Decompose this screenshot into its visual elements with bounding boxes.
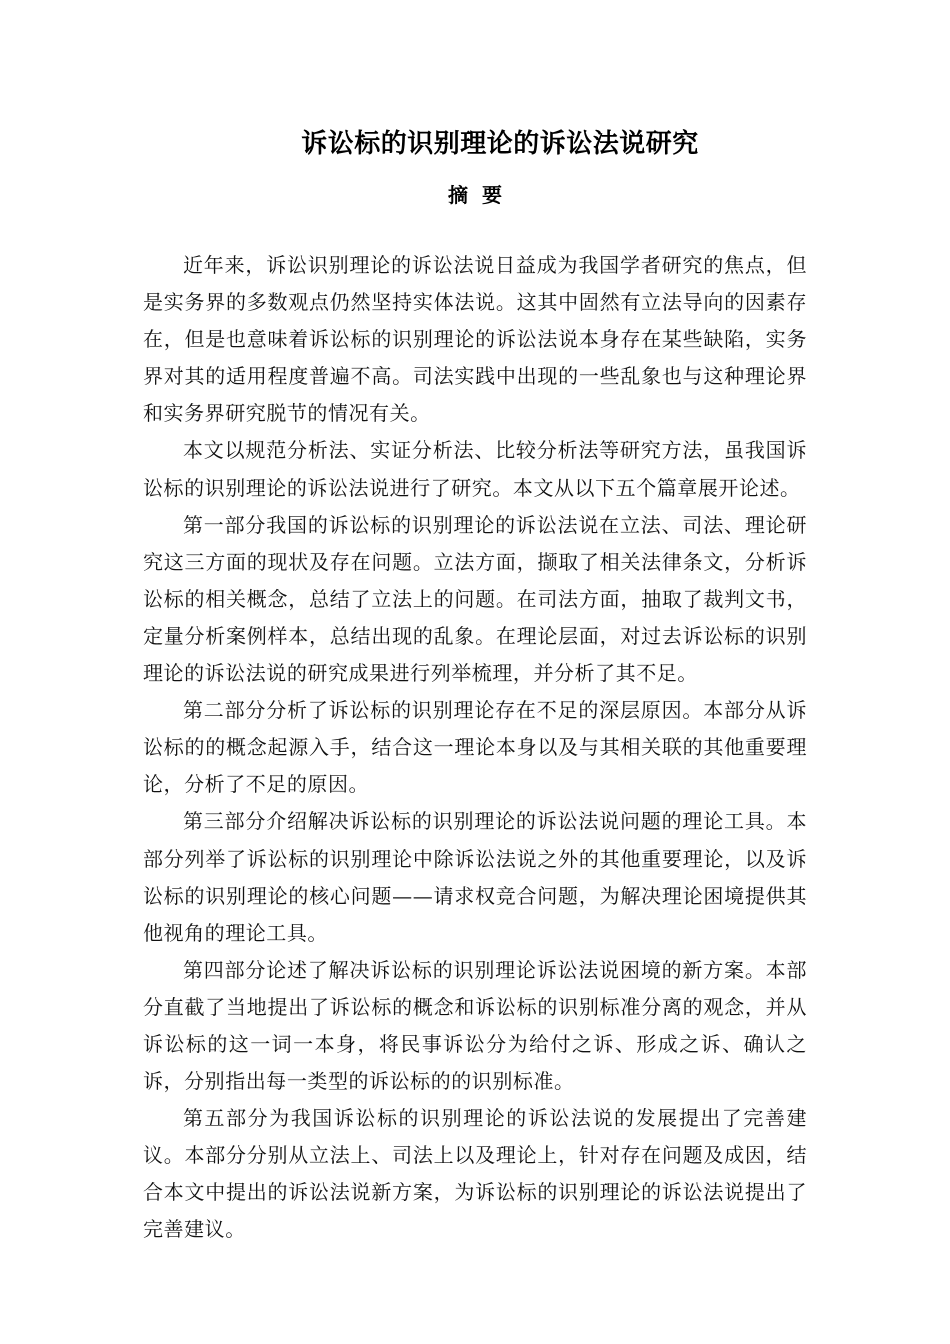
paragraph: 近年来，诉讼识别理论的诉讼法说日益成为我国学者研究的焦点，但是实务界的多数观点仍然坚持实体法说。这其中固然有立法导向的因素存在，但是也意味着诉讼标的识别理论的诉讼法说本身存在某些缺陷，实务界对其的适用程度普遍不高。司法实践中出现的一些乱象也与这种理论界和实务界研究脱节的情况有关。 — [143, 253, 807, 426]
paragraph: 第一部分我国的诉讼标的识别理论的诉讼法说在立法、司法、理论研究这三方面的现状及存在问题。立法方面，撷取了相关法律条文，分析诉讼标的相关概念，总结了立法上的问题。在司法方面，抽取了裁判文书，定量分析案例样本，总结出现的乱象。在理论层面，对过去诉讼标的识别理论的诉讼法说的研究成果进行列举梳理，并分析了其不足。 — [143, 512, 807, 686]
abstract-body — [143, 247, 807, 1249]
paragraph: 第三部分介绍解决诉讼标的识别理论的诉讼法说问题的理论工具。本部分列举了诉讼标的识别理论中除诉讼法说之外的其他重要理论，以及诉讼标的识别理论的核心问题——请求权竞合问题，为解决理论困境提供其他视角的理论工具。 — [143, 809, 807, 945]
paragraph: 本文以规范分析法、实证分析法、比较分析法等研究方法，虽我国诉讼标的识别理论的诉讼法说进行了研究。本文从以下五个篇章展开论述。 — [143, 438, 807, 500]
paragraph: 第四部分论述了解决诉讼标的识别理论诉讼法说困境的新方案。本部分直截了当地提出了诉讼标的概念和诉讼标的识别标准分离的观念，并从诉讼标的这一词一本身，将民事诉讼分为给付之诉、形成之诉、确认之诉，分别指出每一类型的诉讼标的的识别标准。 — [143, 957, 807, 1094]
page-title: 诉讼标的识别理论的诉讼法说研究 — [301, 129, 699, 159]
paragraph: 第二部分分析了诉讼标的识别理论存在不足的深层原因。本部分从诉讼标的的概念起源入手，结合这一理论本身以及与其相关联的其他重要理论，分析了不足的原因。 — [143, 698, 807, 797]
abstract-heading: 摘 要 — [448, 183, 502, 207]
paragraph: 第五部分为我国诉讼标的识别理论的诉讼法说的发展提出了完善建议。本部分分别从立法上、司法上以及理论上，针对存在问题及成因，结合本文中提出的诉讼法说新方案，为诉讼标的识别理论的诉讼法说提出了完善建议。 — [143, 1106, 807, 1242]
